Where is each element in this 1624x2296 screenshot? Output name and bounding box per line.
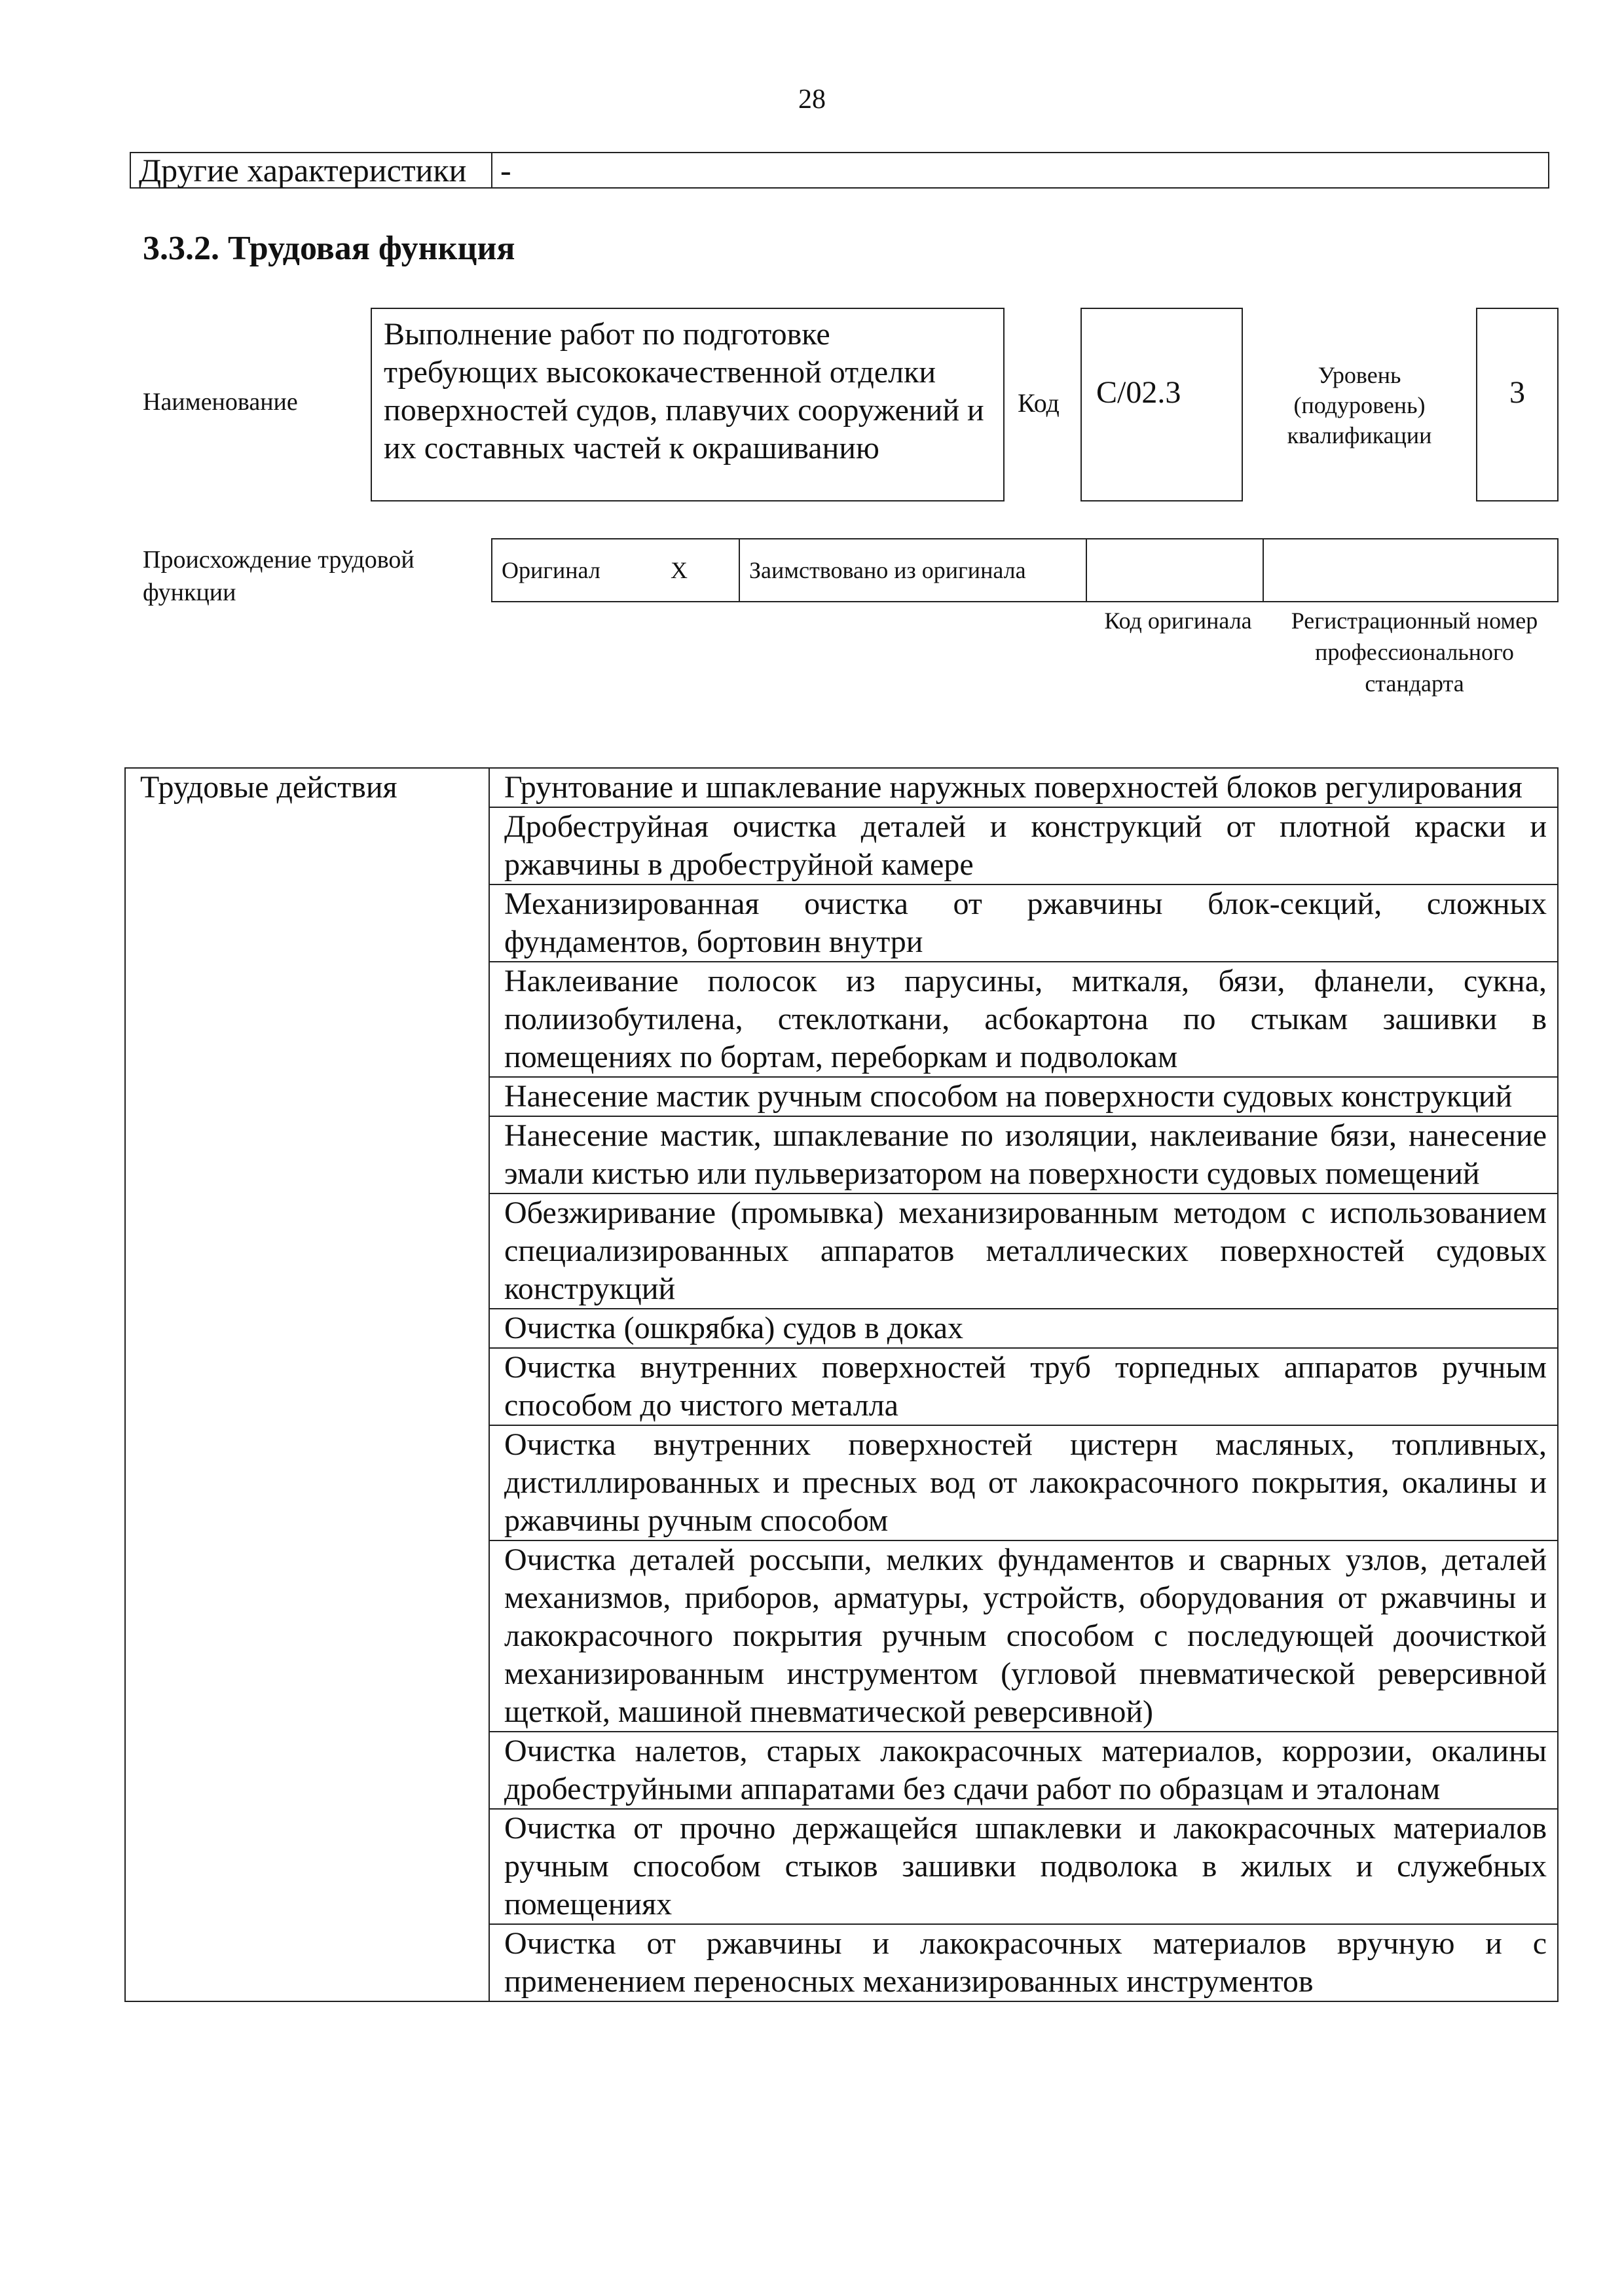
table-row	[492, 539, 1558, 602]
other-characteristics-value: -	[492, 153, 1549, 188]
other-characteristics-table	[130, 152, 1549, 189]
labor-action-item: Очистка (ошкрябка) судов в доках	[489, 1309, 1558, 1348]
labor-action-item: Механизированная очистка от ржавчины блок-секций, сложных фундаментов, бортовин внутри	[489, 884, 1558, 962]
labor-action-item: Дробеструйная очистка деталей и конструкций от плотной краски и ржавчины в дробеструйной камере	[489, 807, 1558, 884]
labor-action-item: Очистка внутренних поверхностей труб торпедных аппаратов ручным способом до чистого металла	[489, 1348, 1558, 1425]
code-label: Код	[1018, 388, 1060, 418]
origin-table	[491, 538, 1559, 602]
registration-number-cell	[1263, 539, 1558, 602]
section-title: 3.3.2. Трудовая функция	[143, 230, 515, 267]
table-row	[125, 768, 1558, 807]
labor-action-item: Нанесение мастик ручным способом на поверхности судовых конструкций	[489, 1077, 1558, 1116]
labor-action-item: Очистка внутренних поверхностей цистерн масляных, топливных, дистиллированных и пресных вод от лакокрасочного покрытия, окалины и ржавчины ручным способом	[489, 1425, 1558, 1540]
labor-actions-header: Трудовые действия	[125, 768, 489, 2001]
borrowed-label: Заимствовано из оригинала	[739, 539, 1086, 602]
labor-action-item: Наклеивание полосок из парусины, миткаля, бязи, фланели, сукна, полиизобутилена, стеклоткани, асбокартона по стыкам зашивки в помещениях по бортам, переборкам и подволокам	[489, 962, 1558, 1077]
original-label: Оригинал	[492, 539, 661, 602]
origin-label: Происхождение трудовой функции	[143, 546, 415, 606]
labor-action-item: Обезжиривание (промывка) механизированным методом с использованием специализированных аппаратов металлических поверхностей судовых конструкций	[489, 1194, 1558, 1309]
original-code-cell	[1086, 539, 1263, 602]
labor-action-item: Очистка деталей россыпи, мелких фундаментов и сварных узлов, деталей механизмов, приборов, арматуры, устройств, оборудования от ржавчины и лакокрасочного покрытия ручным способом с последующей доочисткой механизированным инструментом (угловой пневматической реверсивной щеткой, машиной пневматической реверсивной)	[489, 1540, 1558, 1732]
labor-action-item: Очистка от прочно держащейся шпаклевки и лакокрасочных материалов ручным способом стыков зашивки подволока в жилых и служебных помещениях	[489, 1809, 1558, 1924]
original-mark: X	[661, 539, 739, 602]
labor-action-item: Очистка налетов, старых лакокрасочных материалов, коррозии, окалины дробеструйными аппаратами без сдачи работ по образцам и эталонам	[489, 1732, 1558, 1809]
table-row	[130, 153, 1549, 188]
labor-action-item: Нанесение мастик, шпаклевание по изоляции, наклеивание бязи, нанесение эмали кистью или пульверизатором на поверхности судовых помещений	[489, 1116, 1558, 1194]
labor-action-item: Грунтование и шпаклевание наружных поверхностей блоков регулирования	[489, 768, 1558, 807]
labor-action-item: Очистка от ржавчины и лакокрасочных материалов вручную и с применением переносных механизированных инструментов	[489, 1924, 1558, 2001]
function-code-value: C/02.3	[1080, 308, 1243, 501]
page-number: 28	[798, 84, 826, 115]
original-code-caption: Код оригинала	[1104, 608, 1252, 634]
function-name-value: Выполнение работ по подготовке требующих высококачественной отделки поверхностей судов, плавучих сооружений и их составных частей к окрашиванию	[371, 308, 1005, 501]
qualification-level-label: Уровень (подуровень) квалификации	[1287, 362, 1432, 448]
qualification-level-value: 3	[1476, 308, 1559, 501]
labor-actions-table	[124, 767, 1559, 2002]
name-label: Наименование	[143, 388, 298, 416]
registration-number-caption: Регистрационный номер профессионального стандарта	[1291, 608, 1538, 697]
other-characteristics-label: Другие характеристики	[130, 153, 492, 188]
